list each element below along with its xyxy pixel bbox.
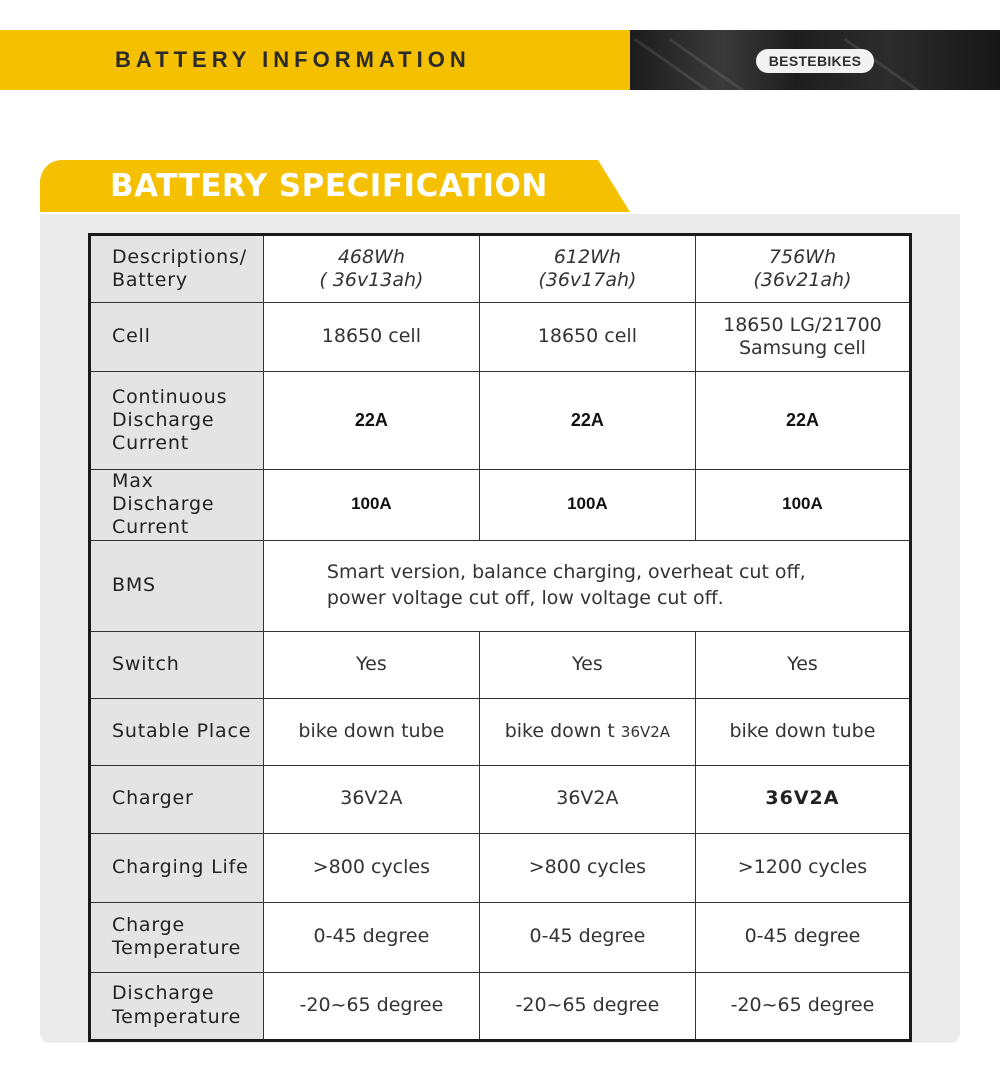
- table-cell: 36V2A: [479, 765, 695, 833]
- table-cell: Yes: [263, 631, 479, 698]
- table-cell: -20~65 degree: [695, 972, 910, 1040]
- table-cell: -20~65 degree: [479, 972, 695, 1040]
- banner-yellow-band: [0, 30, 630, 90]
- battery-spec-table: [88, 233, 912, 1042]
- table-cell: bike down t 36V2A: [479, 698, 695, 765]
- row-label: Cell: [90, 303, 264, 372]
- table-row-continuous-discharge: [90, 372, 911, 470]
- table-cell: 100A: [263, 470, 479, 541]
- table-cell: 100A: [695, 470, 910, 541]
- column-header-612wh: 612Wh (36v17ah): [479, 235, 695, 303]
- column-header-756wh: 756Wh (36v21ah): [695, 235, 910, 303]
- table-cell: -20~65 degree: [263, 972, 479, 1040]
- table-row-header: [90, 235, 911, 303]
- table-cell: Yes: [479, 631, 695, 698]
- row-label: Charger: [90, 765, 264, 833]
- table-cell: 0-45 degree: [479, 902, 695, 972]
- row-label: Descriptions/ Battery: [90, 235, 264, 303]
- row-label: Charge Temperature: [90, 902, 264, 972]
- table-cell: 18650 cell: [263, 303, 479, 372]
- table-row-charging-life: [90, 833, 911, 902]
- brand-logo-badge: BESTEBIKES: [756, 49, 874, 73]
- table-cell: 0-45 degree: [263, 902, 479, 972]
- table-row-max-discharge: [90, 470, 911, 541]
- row-label: Max Discharge Current: [90, 470, 264, 541]
- table-cell: Yes: [695, 631, 910, 698]
- table-cell: 100A: [479, 470, 695, 541]
- table-cell: 0-45 degree: [695, 902, 910, 972]
- table-cell: 18650 cell: [479, 303, 695, 372]
- table-row-bms: [90, 540, 911, 631]
- table-cell: >800 cycles: [263, 833, 479, 902]
- row-label: Sutable Place: [90, 698, 264, 765]
- row-label: Continuous Discharge Current: [90, 372, 264, 470]
- table-cell: 36V2A: [263, 765, 479, 833]
- row-label: Discharge Temperature: [90, 972, 264, 1040]
- banner-streak: [634, 38, 709, 90]
- table-cell: bike down tube: [695, 698, 910, 765]
- table-row-switch: [90, 631, 911, 698]
- table-cell: 18650 LG/21700 Samsung cell: [695, 303, 910, 372]
- table-row-charge-temperature: [90, 902, 911, 972]
- table-cell: 22A: [263, 372, 479, 470]
- row-label: BMS: [90, 540, 264, 631]
- banner-title: BATTERY INFORMATION: [115, 47, 471, 72]
- column-header-468wh: 468Wh ( 36v13ah): [263, 235, 479, 303]
- banner-streak: [669, 38, 744, 90]
- table-row-discharge-temperature: [90, 972, 911, 1040]
- table-cell: bike down tube: [263, 698, 479, 765]
- row-label: Switch: [90, 631, 264, 698]
- table-row-cell: [90, 303, 911, 372]
- row-label: Charging Life: [90, 833, 264, 902]
- table-cell: >800 cycles: [479, 833, 695, 902]
- section-title: BATTERY SPECIFICATION: [110, 168, 548, 204]
- table-cell: 22A: [479, 372, 695, 470]
- table-cell-bms: Smart version, balance charging, overheat cut off, power voltage cut off, low voltage cut off.: [263, 540, 910, 631]
- table-row-charger: [90, 765, 911, 833]
- table-cell: >1200 cycles: [695, 833, 910, 902]
- table-row-suitable-place: [90, 698, 911, 765]
- table-cell: 36V2A: [695, 765, 910, 833]
- table-cell: 22A: [695, 372, 910, 470]
